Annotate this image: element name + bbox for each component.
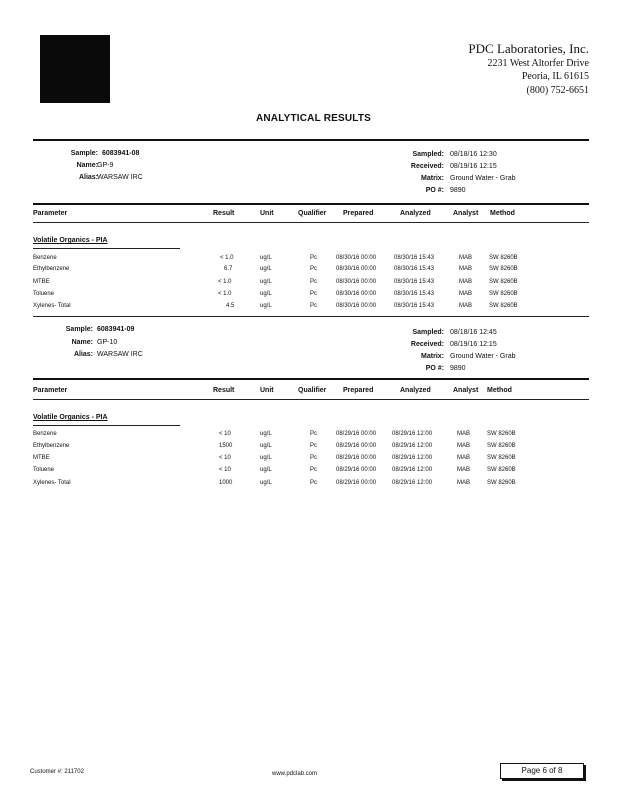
cell-analyst: MAB <box>457 467 471 473</box>
received-date: 08/19/16 12:15 <box>450 163 497 170</box>
matrix-value: Ground Water - Grab <box>450 353 516 360</box>
cell-qualifier: Pc <box>310 431 318 437</box>
cell-prepared: 08/30/16 00:00 <box>336 291 377 297</box>
cell-result: < 1.0 <box>220 255 234 261</box>
sample-id: 6083941-09 <box>97 326 135 333</box>
cell-unit: ug/L <box>260 279 272 285</box>
sample-divider <box>33 203 589 205</box>
name-label: Name: <box>71 339 93 346</box>
cell-parameter: Benzene <box>33 431 57 437</box>
col-analyzed: Analyzed <box>400 387 431 394</box>
sample-name: GP-9 <box>97 162 114 169</box>
cell-result: 6.7 <box>224 266 233 272</box>
cell-method: SW 8260B <box>487 431 516 437</box>
col-analyst: Analyst <box>453 387 479 394</box>
customer-number: Customer #: 211702 <box>30 769 84 775</box>
cell-analyst: MAB <box>459 303 473 309</box>
sampled-label: Sampled: <box>412 151 444 158</box>
po-value: 9890 <box>450 187 466 194</box>
sample-divider <box>33 378 589 380</box>
cell-qualifier: Pc <box>310 467 318 473</box>
received-label: Received: <box>410 341 444 348</box>
col-result: Result <box>213 210 235 217</box>
matrix-label: Matrix: <box>421 353 444 360</box>
cell-result: < 10 <box>219 467 231 473</box>
col-prepared: Prepared <box>343 210 374 217</box>
cell-qualifier: Pc <box>310 255 318 261</box>
header-divider <box>33 399 589 400</box>
cell-analyst: MAB <box>457 480 471 486</box>
received-label: Received: <box>410 163 444 170</box>
cell-parameter: Toluene <box>33 467 55 473</box>
cell-qualifier: Pc <box>310 279 318 285</box>
cell-result: 1500 <box>219 443 233 449</box>
cell-analyst: MAB <box>459 266 473 272</box>
cell-parameter: Ethylbenzene <box>33 443 70 449</box>
cell-result: < 1.0 <box>218 279 232 285</box>
lab-name: PDC Laboratories, Inc. <box>468 41 589 56</box>
cell-prepared: 08/29/16 00:00 <box>336 443 377 449</box>
cell-analyst: MAB <box>457 455 471 461</box>
sampled-date: 08/18/16 12:45 <box>450 329 497 336</box>
col-analyzed: Analyzed <box>400 210 431 217</box>
cell-qualifier: Pc <box>310 303 318 309</box>
header-divider <box>33 222 589 223</box>
cell-prepared: 08/30/16 00:00 <box>336 266 377 272</box>
cell-prepared: 08/29/16 00:00 <box>336 455 377 461</box>
sample-label: Sample: <box>65 326 93 333</box>
section-underline <box>33 248 180 249</box>
col-result: Result <box>213 387 235 394</box>
cell-method: SW 8260B <box>489 255 518 261</box>
po-label: PO #: <box>425 187 444 194</box>
cell-method: SW 8260B <box>487 455 516 461</box>
cell-prepared: 08/30/16 00:00 <box>336 255 377 261</box>
col-prepared: Prepared <box>343 387 374 394</box>
cell-prepared: 08/30/16 00:00 <box>336 303 377 309</box>
title-divider <box>33 139 589 141</box>
cell-parameter: MTBE <box>33 279 50 285</box>
cell-method: SW 8260B <box>487 480 516 486</box>
cell-parameter: Ethylbenzene <box>33 266 70 272</box>
cell-result: < 10 <box>219 431 231 437</box>
cell-analyzed: 08/30/16 15:43 <box>394 255 435 261</box>
sampled-label: Sampled: <box>412 329 444 336</box>
cell-unit: ug/L <box>260 480 272 486</box>
cell-result: < 10 <box>219 455 231 461</box>
cell-method: SW 8260B <box>489 266 518 272</box>
cell-unit: ug/L <box>260 467 272 473</box>
cell-unit: ug/L <box>260 255 272 261</box>
cell-method: SW 8260B <box>489 291 518 297</box>
cell-analyzed: 08/30/16 15:43 <box>394 266 435 272</box>
cell-result: 1000 <box>219 480 233 486</box>
section-title: Volatile Organics - PIA <box>33 414 108 421</box>
cell-method: SW 8260B <box>489 279 518 285</box>
cell-analyzed: 08/30/16 15:43 <box>394 279 435 285</box>
col-unit: Unit <box>260 210 274 217</box>
sample-name: GP-10 <box>97 339 118 346</box>
website-link[interactable]: www.pdclab.com <box>272 771 318 777</box>
cell-unit: ug/L <box>260 443 272 449</box>
po-value: 9890 <box>450 365 466 372</box>
cell-analyzed: 08/29/16 12:00 <box>392 431 433 437</box>
sample-alias: WARSAW IRC <box>97 351 143 358</box>
sampled-date: 08/18/16 12:30 <box>450 151 497 158</box>
section-title: Volatile Organics - PIA <box>33 237 108 244</box>
col-analyst: Analyst <box>453 210 479 217</box>
cell-analyzed: 08/30/16 15:43 <box>394 303 435 309</box>
cell-qualifier: Pc <box>310 443 318 449</box>
cell-qualifier: Pc <box>310 291 318 297</box>
alias-label: Alias: <box>78 174 98 181</box>
sample-divider <box>33 316 589 317</box>
cell-prepared: 08/29/16 00:00 <box>336 431 377 437</box>
cell-analyzed: 08/29/16 12:00 <box>392 455 433 461</box>
cell-analyzed: 08/30/16 15:43 <box>394 291 435 297</box>
sample-id: 6083941-08 <box>102 150 140 157</box>
col-method: Method <box>487 387 512 394</box>
cell-parameter: Benzene <box>33 255 57 261</box>
po-label: PO #: <box>425 365 444 372</box>
lab-address: 2231 West Altorfer Drive <box>487 58 589 69</box>
cell-method: SW 8260B <box>487 443 516 449</box>
cell-method: SW 8260B <box>489 303 518 309</box>
cell-analyst: MAB <box>459 291 473 297</box>
cell-unit: ug/L <box>260 455 272 461</box>
cell-analyst: MAB <box>459 255 473 261</box>
cell-result: 4.5 <box>226 303 235 309</box>
cell-analyzed: 08/29/16 12:00 <box>392 480 433 486</box>
cell-method: SW 8260B <box>487 467 516 473</box>
sample-alias: WARSAW IRC <box>97 174 143 181</box>
alias-label: Alias: <box>73 351 93 358</box>
redacted-logo <box>40 35 110 103</box>
col-qualifier: Qualifier <box>298 210 327 217</box>
cell-unit: ug/L <box>260 291 272 297</box>
section-underline <box>33 425 180 426</box>
cell-parameter: Xylenes- Total <box>33 480 71 486</box>
cell-unit: ug/L <box>260 431 272 437</box>
cell-unit: ug/L <box>260 303 272 309</box>
cell-analyst: MAB <box>457 443 471 449</box>
cell-result: < 1.0 <box>218 291 232 297</box>
cell-analyzed: 08/29/16 12:00 <box>392 443 433 449</box>
lab-phone: (800) 752-6651 <box>526 85 589 96</box>
matrix-value: Ground Water - Grab <box>450 175 516 182</box>
cell-qualifier: Pc <box>310 266 318 272</box>
cell-prepared: 08/29/16 00:00 <box>336 467 377 473</box>
col-qualifier: Qualifier <box>298 387 327 394</box>
cell-analyst: MAB <box>459 279 473 285</box>
col-method: Method <box>490 210 515 217</box>
received-date: 08/19/16 12:15 <box>450 341 497 348</box>
cell-parameter: MTBE <box>33 455 50 461</box>
cell-prepared: 08/30/16 00:00 <box>336 279 377 285</box>
page-title: ANALYTICAL RESULTS <box>255 113 372 124</box>
matrix-label: Matrix: <box>421 175 444 182</box>
cell-analyst: MAB <box>457 431 471 437</box>
cell-qualifier: Pc <box>310 480 318 486</box>
page-indicator: Page 6 of 8 <box>500 763 584 779</box>
col-parameter: Parameter <box>33 210 68 217</box>
cell-unit: ug/L <box>260 266 272 272</box>
col-unit: Unit <box>260 387 274 394</box>
cell-prepared: 08/29/16 00:00 <box>336 480 377 486</box>
cell-qualifier: Pc <box>310 455 318 461</box>
name-label: Name: <box>76 162 98 169</box>
cell-analyzed: 08/29/16 12:00 <box>392 467 433 473</box>
lab-city: Peoria, IL 61615 <box>521 71 589 82</box>
cell-parameter: Xylenes- Total <box>33 303 71 309</box>
cell-parameter: Toluene <box>33 291 55 297</box>
col-parameter: Parameter <box>33 387 68 394</box>
sample-label: Sample: <box>70 150 98 157</box>
